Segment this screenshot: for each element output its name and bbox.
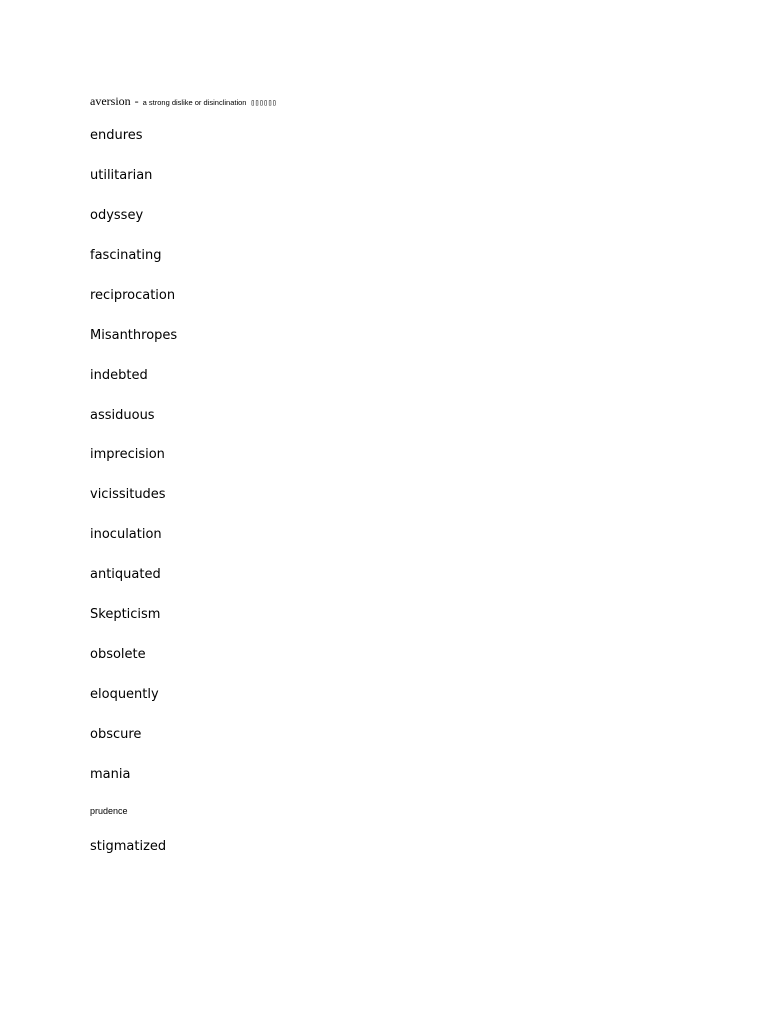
vocab-word-obsolete: obsolete [90,647,146,662]
vocab-word-endures: endures [90,128,143,143]
separator: - [134,94,139,108]
vocab-word-antiquated: antiquated [90,567,161,582]
vocab-word-inoculation: inoculation [90,527,162,542]
vocab-word-misanthropes: Misanthropes [90,328,178,343]
vocab-word-fascinating: fascinating [90,248,162,263]
definition-text: a strong dislike or disinclination [142,98,247,107]
vocab-word-eloquently: eloquently [90,687,159,702]
definition-entry [90,94,276,110]
vocab-word-mania: mania [90,767,131,782]
vocab-word-vicissitudes: vicissitudes [90,487,166,502]
headword: aversion [90,94,131,108]
vocab-word-imprecision: imprecision [90,447,165,462]
missing-glyphs: ▯▯▯▯▯▯ [250,98,277,107]
vocab-word-stigmatized: stigmatized [90,839,167,854]
vocab-word-obscure: obscure [90,727,142,742]
vocab-word-prudence: prudence [90,806,128,816]
vocab-word-skepticism: Skepticism [90,607,161,622]
vocab-word-assiduous: assiduous [90,408,155,423]
vocab-word-indebted: indebted [90,368,148,383]
vocab-word-odyssey: odyssey [90,208,144,223]
vocab-word-reciprocation: reciprocation [90,288,176,303]
vocab-word-utilitarian: utilitarian [90,168,153,183]
